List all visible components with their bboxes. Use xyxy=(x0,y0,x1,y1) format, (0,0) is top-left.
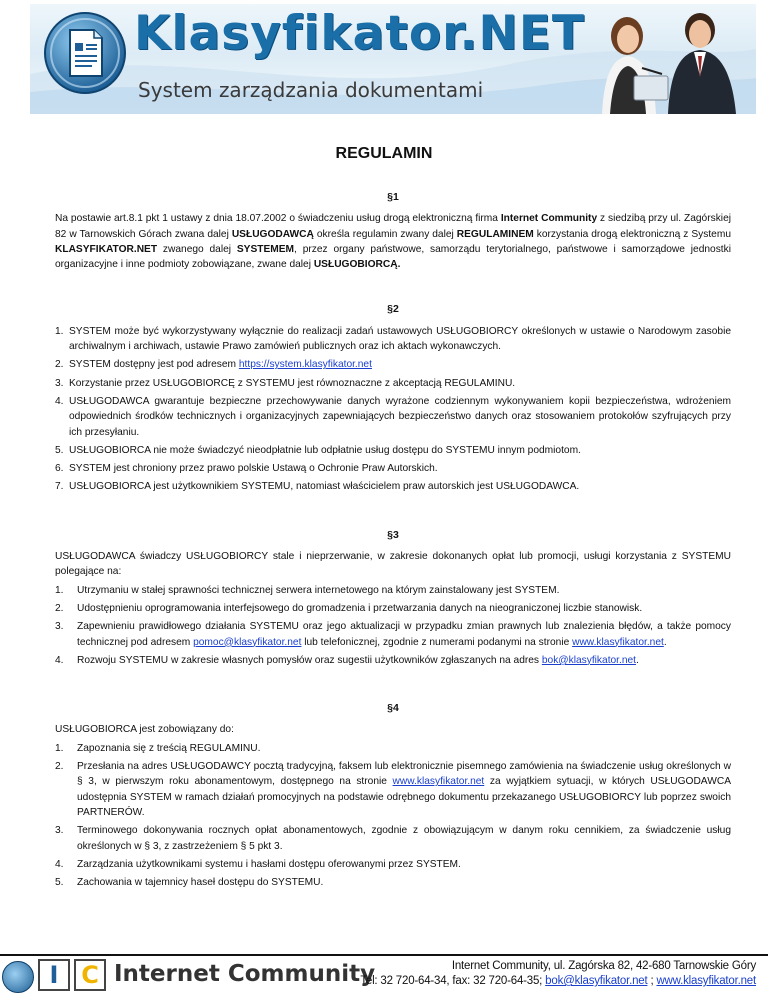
list-item: 3. Zapewnieniu prawidłowego działania SYSTEMU oraz jego aktualizacji w przypadku zmian prawnych lub znalezienia błędów, a także pomocy technicznej pod adresem pomoc@klasyfikator.net lub telefonicznej, zgodnie z numerami podanymi na stronie www.klasyfikator.net. xyxy=(55,621,731,648)
brand-title: Klasyfikator.NET xyxy=(134,6,585,61)
website-link[interactable]: www.klasyfikator.net xyxy=(572,636,664,648)
footer-contact xyxy=(360,959,756,989)
footer-contact-line: Tel: 32 720-64-34, fax: 32 720-64-35; bok@klasyfikator.net ; www.klasyfikator.net xyxy=(360,975,756,987)
globe-icon xyxy=(2,961,34,993)
list-item: 2. SYSTEM dostępny jest pod adresem https://system.klasyfikator.net xyxy=(55,359,372,371)
website-link[interactable]: www.klasyfikator.net xyxy=(392,776,485,788)
section-1-paragraph: Na postawie art.8.1 pkt 1 ustawy z dnia 18.07.2002 o świadczeniu usług drogą elektroniczną firma Internet Community z siedzibą przy ul. Zagórskiej 82 w Tarnowskich Górach zwana dalej USŁUGODAWCĄ określa regulamin zwany dalej REGULAMINEM korzystania drogą elektroniczną z Systemu KLASYFIKATOR.NET zwanego dalej SYSTEMEM, przez organy państwowe, samorządu terytorialnego, państwowe i samorządowe jednostki organizacyjne i inne podmioty zobowiązane, zwane dalej USŁUGOBIORCĄ. xyxy=(55,213,731,271)
list-item: 3. Korzystanie przez USŁUGOBIORCĘ z SYSTEMU jest równoznaczne z akceptacją REGULAMINU. xyxy=(55,377,516,389)
bok-email-link[interactable]: bok@klasyfikator.net xyxy=(541,654,637,666)
list-item: 1. SYSTEM może być wykorzystywany wyłącznie do realizacji zadań ustawowych USŁUGOBIORCY określonych w ustawie o Narodowym zasobie archiwalnym i archiwach, ustawie Prawo zamówień publicznych oraz ich aktach wykonawczych. xyxy=(55,325,731,353)
list-item: 1. Utrzymaniu w stałej sprawności technicznej serwera internetowego na którym zainstalowany jest SYSTEM. xyxy=(55,584,560,596)
section-4-intro: USŁUGOBIORCA jest zobowiązany do: xyxy=(55,724,234,736)
footer-address: Internet Community, ul. Zagórska 82, 42-680 Tarnowskie Góry xyxy=(451,960,756,972)
list-item: 2. Przesłania na adres USŁUGODAWCY pocztą tradycyjną, faksem lub elektronicznie pisemnego zamówienia na świadczenie usług określonych w § 3, w pierwszym roku abonamentowym, dostępnego na stronie www.klasyfikator.net za wyjątkiem sytuacji, w których USŁUGODAWCA udostępnia SYSTEM w ramach działań promocyjnych na podstawie odrębnego dokumentu przekazanego USŁUGOBIORCY lub poprzez swoich PARTNERÓW. xyxy=(55,761,731,818)
list-item: 4. USŁUGODAWCA gwarantuje bezpieczne przechowywanie danych wyrażone codziennym wykonywaniem kopii bezpieczeństwa, wdrożeniem odpowiednich środków technicznych i organizacyjnych zapewniających bezpieczeństwo danych oraz stosowaniem protokołów szyfrujących przy ich przesyłaniu. xyxy=(55,395,731,438)
footer-email-link[interactable]: bok@klasyfikator.net xyxy=(545,975,648,987)
document-title: REGULAMIN xyxy=(335,145,433,162)
logo-letter-i: I xyxy=(38,959,70,991)
section-4-heading: §4 xyxy=(387,702,399,715)
list-item: 7. USŁUGOBIORCA jest użytkownikiem SYSTEMU, natomiast właścicielem praw autorskich jest USŁUGODAWCA. xyxy=(55,481,580,493)
footer-divider xyxy=(0,954,768,956)
section-2-list xyxy=(55,324,731,495)
list-item: 5. Zachowania w tajemnicy haseł dostępu do SYSTEMU. xyxy=(55,877,324,889)
section-3-heading: §3 xyxy=(387,528,399,541)
support-email-link[interactable]: pomoc@klasyfikator.net xyxy=(193,636,302,648)
list-item: 6. SYSTEM jest chroniony przez prawo polskie Ustawą o Ochronie Praw Autorskich. xyxy=(55,463,438,475)
list-item: 1. Zapoznania się z treścią REGULAMINU. xyxy=(55,742,261,754)
list-item: 4. Zarządzania użytkownikami systemu i hasłami dostępu oferowanymi przez SYSTEM. xyxy=(55,858,461,870)
list-item: 2. Udostępnieniu oprogramowania interfejsowego do gromadzenia i przetwarzania danych na nieograniczonej liczbie stanowisk. xyxy=(55,602,643,614)
footer-company-logo xyxy=(2,959,376,993)
section-2-heading: §2 xyxy=(387,303,399,316)
document-body xyxy=(55,190,731,893)
brand-tagline: System zarządzania dokumentami xyxy=(138,78,484,102)
header-banner xyxy=(30,4,756,114)
list-item: 5. USŁUGOBIORCA nie może świadczyć nieodpłatnie lub odpłatnie usług dostępu do SYSTEMU innym podmiotom. xyxy=(55,444,581,456)
section-3-list xyxy=(55,583,731,668)
list-item: 4. Rozwoju SYSTEMU w zakresie własnych pomysłów oraz sugestii użytkowników zgłaszanych na adres bok@klasyfikator.net. xyxy=(55,654,639,666)
system-url-link[interactable]: https://system.klasyfikator.net xyxy=(238,359,372,371)
document-logo-icon xyxy=(40,8,130,98)
footer-website-link[interactable]: www.klasyfikator.net xyxy=(656,975,756,987)
logo-letter-c: C xyxy=(74,959,106,991)
list-item: 3. Terminowego dokonywania rocznych opłat abonamentowych, zgodnie z obowiązującym w danym roku cennikiem, za świadczenie usług określonych w § 3, z zastrzeżeniem § 5 pkt 3. xyxy=(55,825,731,852)
business-people-image xyxy=(572,6,752,114)
section-1-heading: §1 xyxy=(387,191,399,203)
section-4-list xyxy=(55,741,731,891)
section-3-intro: USŁUGODAWCA świadczy USŁUGOBIORCY stale i nieprzerwanie, w zakresie dokonanych opłat lub promocji, usługi korzystania z SYSTEMU polegające na: xyxy=(55,551,731,578)
footer-company-name: Internet Community xyxy=(114,961,376,987)
